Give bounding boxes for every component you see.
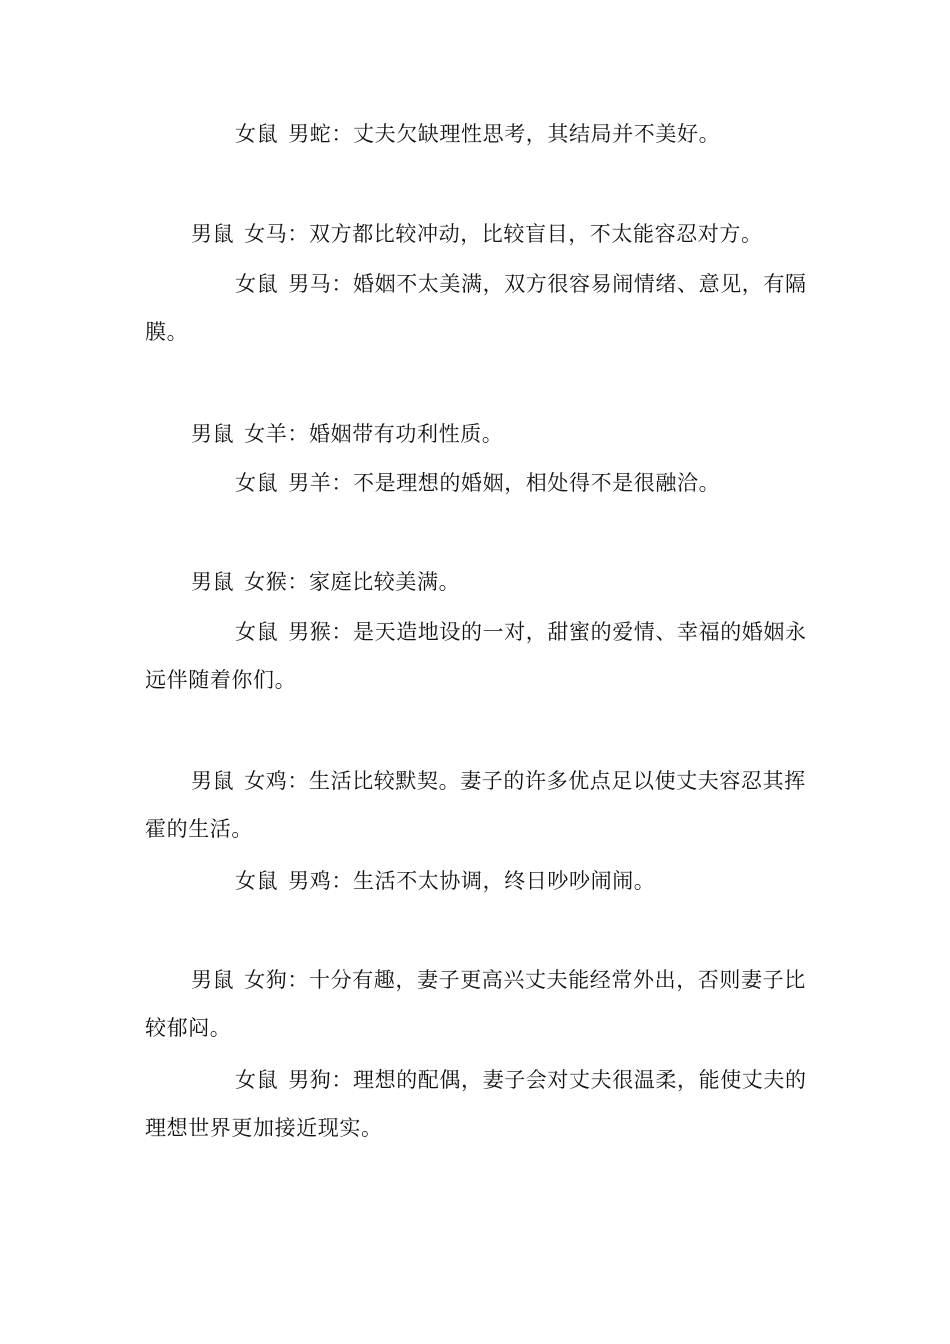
pair-label: 男鼠 xyxy=(191,222,235,246)
paragraph-female-rat-male-rooster xyxy=(145,857,810,905)
paragraph-text: ：不是理想的婚姻，相处得不是很融洽。 xyxy=(331,471,721,495)
pair-label: 女鼠 xyxy=(235,1068,279,1092)
pair-label: 女鼠 xyxy=(235,272,279,296)
paragraph-text: ：是天造地设的一对，甜蜜的爱情、幸福的婚姻永远伴随着你们。 xyxy=(145,620,807,692)
paragraph-text: ：十分有趣，妻子更高兴丈夫能经常外出，否则妻子比较郁闷。 xyxy=(145,968,806,1040)
pair-label: 男鼠 xyxy=(191,570,235,594)
pair-label-2: 男鸡 xyxy=(288,869,332,893)
pair-label: 女鼠 xyxy=(235,122,279,146)
paragraph-text: ：生活不太协调，终日吵吵闹闹。 xyxy=(331,869,656,893)
pair-label: 男鼠 xyxy=(191,769,235,793)
paragraph-male-rat-female-dog xyxy=(145,956,810,1052)
pair-label-2: 男狗 xyxy=(288,1068,332,1092)
pair-label-2: 男羊 xyxy=(288,471,332,495)
paragraph-text: ：理想的配偶，妻子会对丈夫很温柔，能使丈夫的理想世界更加接近现实。 xyxy=(145,1068,807,1140)
paragraph-male-rat-female-goat xyxy=(145,410,810,458)
pair-label-2: 女鸡 xyxy=(244,769,288,793)
paragraph-female-rat-male-dog xyxy=(145,1056,810,1152)
paragraph-female-rat-male-snake xyxy=(145,110,810,158)
paragraph-text: ：双方都比较冲动，比较盲目，不太能容忍对方。 xyxy=(287,222,763,246)
paragraph-text: ：丈夫欠缺理性思考，其结局并不美好。 xyxy=(331,122,721,146)
pair-label-2: 女猴 xyxy=(244,570,288,594)
pair-label-2: 女羊 xyxy=(244,422,288,446)
paragraph-female-rat-male-monkey xyxy=(145,608,810,704)
paragraph-text: ：生活比较默契。妻子的许多优点足以使丈夫容忍其挥霍的生活。 xyxy=(145,769,806,841)
paragraph-text: ：家庭比较美满。 xyxy=(287,570,461,594)
pair-label: 男鼠 xyxy=(191,422,235,446)
paragraph-male-rat-female-monkey xyxy=(145,558,810,606)
paragraph-female-rat-male-horse xyxy=(145,260,810,356)
pair-label-2: 男马 xyxy=(288,272,332,296)
paragraph-male-rat-female-horse xyxy=(145,210,810,258)
paragraph-text: ：婚姻不太美满，双方很容易闹情绪、意见，有隔膜。 xyxy=(145,272,807,344)
paragraph-female-rat-male-goat xyxy=(145,459,810,507)
pair-label: 女鼠 xyxy=(235,471,279,495)
pair-label: 女鼠 xyxy=(235,620,279,644)
paragraph-text: ：婚姻带有功利性质。 xyxy=(287,422,504,446)
pair-label-2: 男猴 xyxy=(288,620,332,644)
pair-label-2: 女马 xyxy=(244,222,288,246)
paragraph-male-rat-female-rooster xyxy=(145,757,810,853)
pair-label: 男鼠 xyxy=(191,968,235,992)
pair-label-2: 女狗 xyxy=(244,968,288,992)
pair-label: 女鼠 xyxy=(235,869,279,893)
pair-label-2: 男蛇 xyxy=(288,122,332,146)
